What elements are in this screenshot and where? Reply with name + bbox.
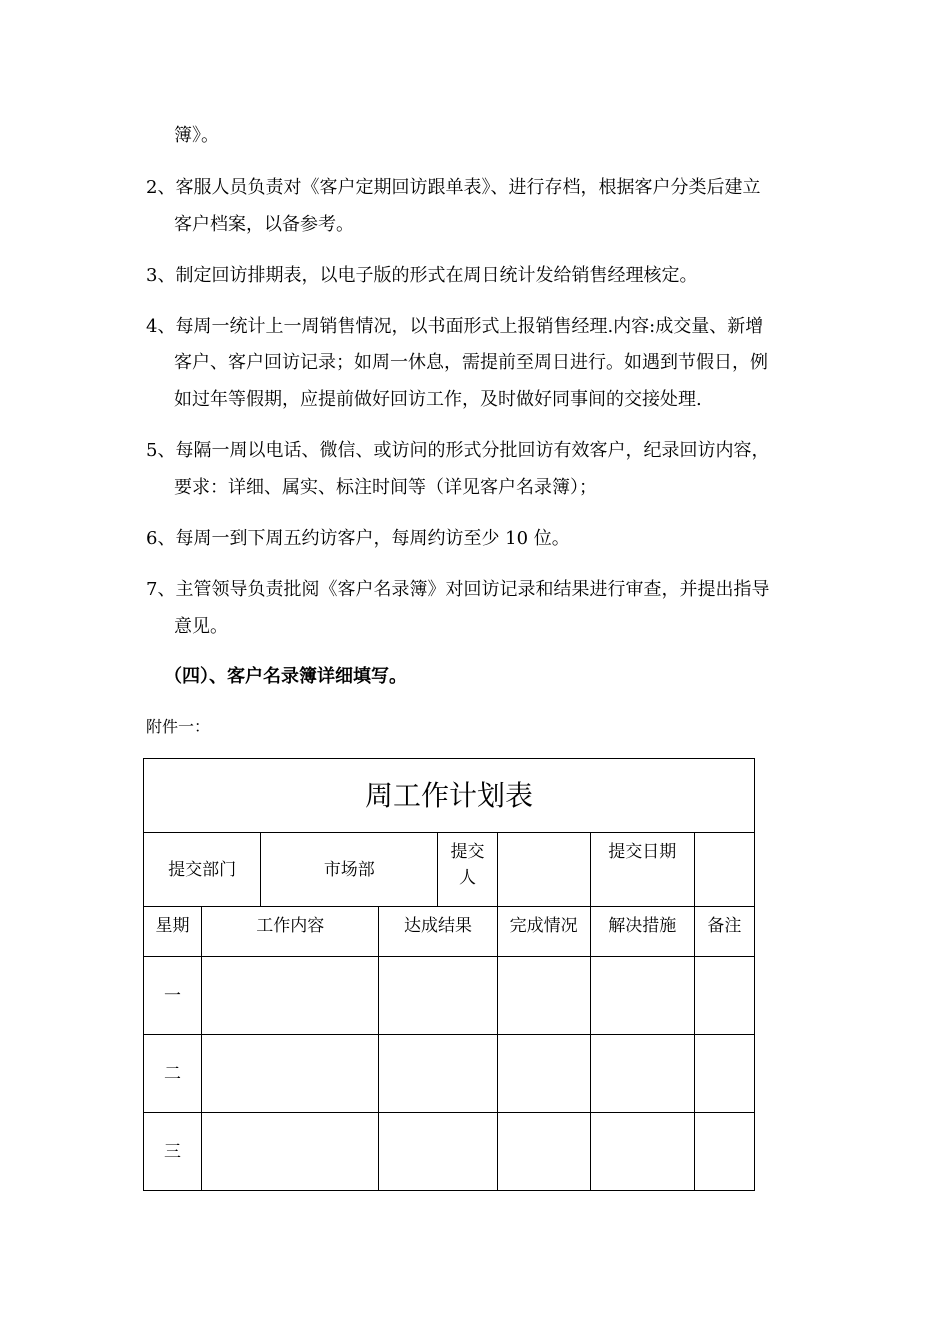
solution-cell bbox=[590, 1113, 694, 1191]
item-2-line-2: 客户档案，以备参考。 bbox=[174, 214, 354, 235]
item-7-line-1: 7、主管领导负责批阅《客户名录簿》对回访记录和结果进行审查，并提出指导 bbox=[146, 579, 770, 600]
header-completion: 完成情况 bbox=[497, 907, 590, 957]
submitter-label bbox=[438, 833, 497, 907]
attachment-label: 附件一： bbox=[146, 717, 211, 736]
date-value bbox=[694, 833, 754, 907]
completion-cell bbox=[497, 957, 590, 1035]
item-2-line-1: 2、客服人员负责对《客户定期回访跟单表》、进行存档，根据客户分类后建立 bbox=[146, 177, 761, 198]
item-4-line-2: 客户、客户回访记录；如周一休息，需提前至周日进行。如遇到节假日，例 bbox=[174, 352, 768, 373]
header-row bbox=[144, 907, 755, 957]
solution-cell bbox=[590, 1035, 694, 1113]
table-row bbox=[144, 1035, 755, 1113]
item-5-line-1: 5、每隔一周以电话、微信、或访问的形式分批回访有效客户，纪录回访内容， bbox=[146, 440, 770, 461]
item-3-line-1: 3、制定回访排期表，以电子版的形式在周日统计发给销售经理核定。 bbox=[146, 265, 698, 286]
table-row bbox=[144, 957, 755, 1035]
item-7-line-2: 意见。 bbox=[174, 616, 228, 637]
weekly-plan-table bbox=[143, 758, 755, 1191]
dept-value: 市场部 bbox=[261, 833, 438, 907]
remarks-cell bbox=[694, 957, 754, 1035]
work-content-cell bbox=[202, 1035, 379, 1113]
submitter-value bbox=[497, 833, 590, 907]
completion-cell bbox=[497, 1035, 590, 1113]
weekday-cell: 一 bbox=[144, 957, 202, 1035]
header-work-content: 工作内容 bbox=[202, 907, 379, 957]
result-cell bbox=[379, 1035, 497, 1113]
work-content-cell bbox=[202, 957, 379, 1035]
item-4-line-1: 4、每周一统计上一周销售情况，以书面形式上报销售经理.内容:成交量、新增 bbox=[146, 316, 764, 337]
result-cell bbox=[379, 1113, 497, 1191]
dept-label: 提交部门 bbox=[144, 833, 261, 907]
submitter-label-line-2: 人 bbox=[459, 868, 476, 888]
solution-cell bbox=[590, 957, 694, 1035]
weekday-cell: 三 bbox=[144, 1113, 202, 1191]
weekday-cell: 二 bbox=[144, 1035, 202, 1113]
header-result: 达成结果 bbox=[379, 907, 497, 957]
remarks-cell bbox=[694, 1113, 754, 1191]
item-5-line-2: 要求：详细、属实、标注时间等（详见客户名录簿）； bbox=[174, 477, 597, 498]
work-content-cell bbox=[202, 1113, 379, 1191]
item-1-tail: 簿》。 bbox=[174, 125, 219, 146]
completion-cell bbox=[497, 1113, 590, 1191]
item-4-line-3: 如过年等假期，应提前做好回访工作，及时做好同事间的交接处理. bbox=[174, 389, 702, 410]
section-heading: （四）、客户名录簿详细填写。 bbox=[164, 666, 407, 687]
header-solution: 解决措施 bbox=[590, 907, 694, 957]
remarks-cell bbox=[694, 1035, 754, 1113]
header-remarks: 备注 bbox=[694, 907, 754, 957]
date-label: 提交日期 bbox=[590, 833, 694, 907]
item-6-line-1: 6、每周一到下周五约访客户，每周约访至少 10 位。 bbox=[146, 528, 570, 549]
submitter-label-line-1: 提交 bbox=[450, 842, 485, 862]
header-weekday: 星期 bbox=[144, 907, 202, 957]
result-cell bbox=[379, 957, 497, 1035]
table-title: 周工作计划表 bbox=[144, 759, 755, 833]
table-row bbox=[144, 1113, 755, 1191]
